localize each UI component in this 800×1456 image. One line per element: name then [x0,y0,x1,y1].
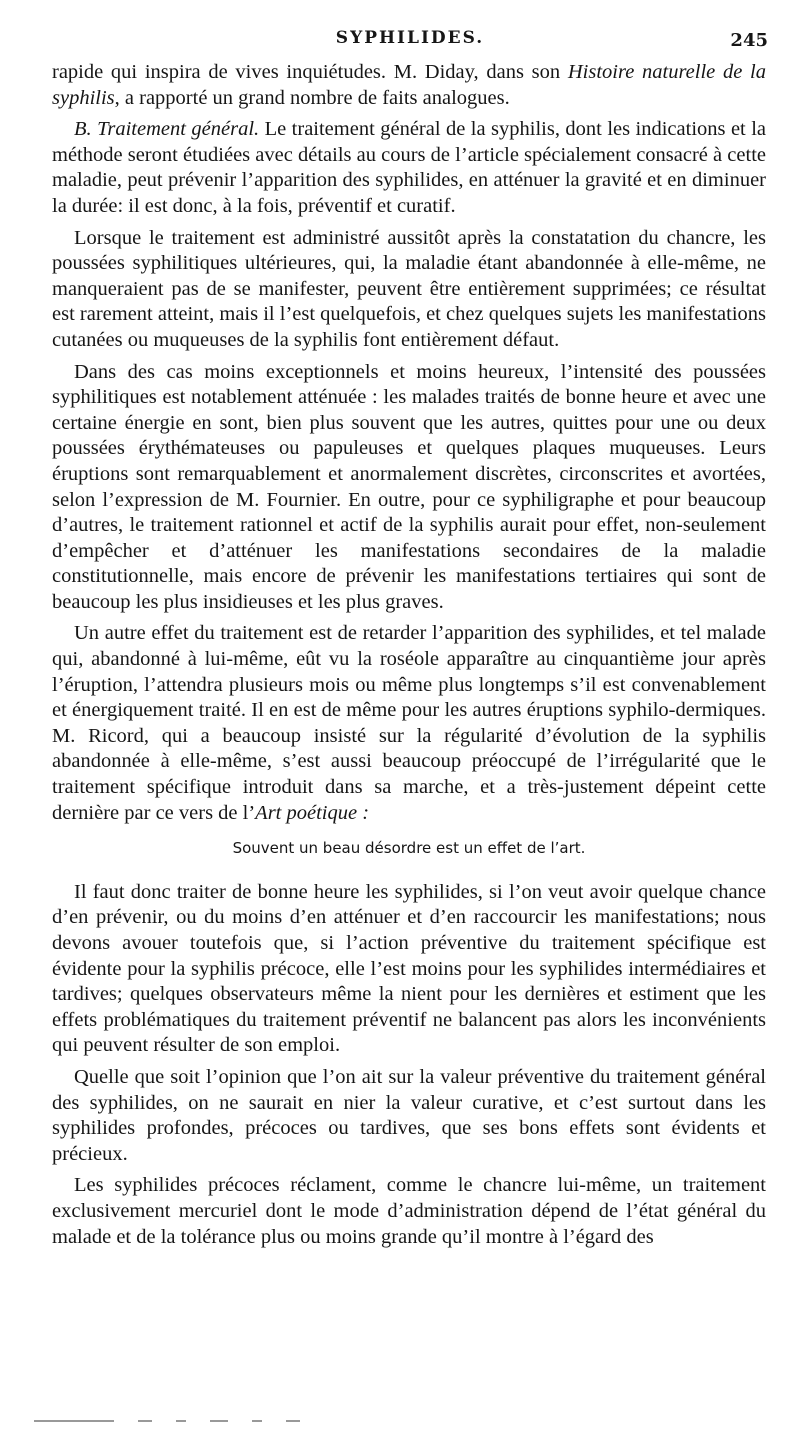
verse-quote: Souvent un beau désordre est un effet de l’art. [232,839,586,858]
page-number: 245 [730,30,768,51]
book-title: Histoire naturelle de la syphilis [52,61,766,109]
paragraph: Il faut donc traiter de bonne heure les syphilides, si l’on veut avoir quelque chance d’en prévenir, ou du moins d’en atténuer et d’en raccourcir les manifestations; nous devons avouer toutefois que, si l’action préventive du traitement spécifique est évidente pour la syphilis précoce, elle l’est moins pour les syphilides intermédiaires et tardives; quelques observateurs même la nient pour les dernières et estiment que les effets problématiques du traitement préventif ne balancent pas alors les inconvénients qui peuvent résulter de son emploi. [52,880,766,1057]
paragraph [52,621,766,826]
paragraph: Les syphilides précoces réclament, comme le chancre lui-même, un traitement exclusivement mercuriel dont le mode d’administration dépend de l’état général du malade et de la tolérance plus ou moins grande qu’il montre à l’égard des [52,1174,766,1248]
paragraph: Quelle que soit l’opinion que l’on ait sur la valeur préventive du traitement général des syphilides, on ne saurait en nier la valeur curative, et c’est surtout dans les syphilides profondes, précoces ou tardives, que ses bons effets sont évidents et précieux. [52,1065,766,1165]
running-title: SYPHILIDES. [335,28,485,48]
cited-work: Art poétique : [255,801,370,824]
running-head [52,28,768,58]
scan-artifact [34,1418,394,1424]
paragraph-text: rapide qui inspira de vives inquiétudes. M. Diday, dans son [52,61,568,83]
paragraph: Dans des cas moins exceptionnels et moins heureux, l’intensité des poussées syphilitiques est notablement atténuée : les malades traités de bonne heure et avec une certaine énergie en sont, bien plus souvent que les autres, quittes pour une ou deux poussées érythémateuses ou papuleuses et quelques plaques muqueuses. Leurs éruptions sont remarquablement et anormalement discrètes, circonscrites et avortées, selon l’expression de M. Fournier. En outre, pour ce syphiligraphe et pour beaucoup d’autres, le traitement rationnel et actif de la syphilis aurait pour effet, non-seulement d’empêcher et d’atténuer les manifestations secondaires de la maladie constitutionnelle, mais encore de prévenir les manifestations tertiaires qui sont de beaucoup les plus insidieuses et les plus graves. [52,360,766,613]
paragraph: Lorsque le traitement est administré aussitôt après la constatation du chancre, les poussées syphilitiques ultérieures, qui, la maladie étant abandonnée à elle-même, ne manqueraient pas de se manifester, peuvent être entièrement supprimées; ce résultat est rarement atteint, mais il l’est quelquefois, et chez quelques sujets les manifestations cutanées ou muqueuses de la syphilis font entièrement défaut. [52,226,766,351]
paragraph-text: Un autre effet du traitement est de retarder l’apparition des syphilides, et tel malade qui, abandonné à lui-même, eût vu la roséole apparaître au cinquantième jour après l’éruption, l’attendra plusieurs mois ou même plus longtemps s’il est convenablement et énergiquement traité. Il en est de même pour les autres éruptions syphilo-dermiques. M. Ricord, qui a beaucoup insisté sur la régularité d’évolution de la syphilis abandonnée à elle-même, s’est aussi beaucoup préoccupé de l’irrégularité que le traitement spécifique introduit dans sa marche, et a très-justement dépeint cette dernière par ce vers de l’ [52,622,766,824]
paragraph-text: Le traitement général de la syphilis, dont les indications et la méthode seront étudiées avec détails au cours de l’article spécialement consacré à cette maladie, peut prévenir l’apparition des syphilides, en atténuer la gravité et en diminuer la durée: il est donc, à la fois, préventif et curatif. [52,118,766,217]
section-heading: B. Traitement général. [74,118,260,141]
paragraph-text: , a rapporté un grand nombre de faits analogues. [114,86,510,109]
paragraph-continuation [52,60,766,111]
body-text [52,60,766,1256]
paragraph-section-b [52,117,766,219]
